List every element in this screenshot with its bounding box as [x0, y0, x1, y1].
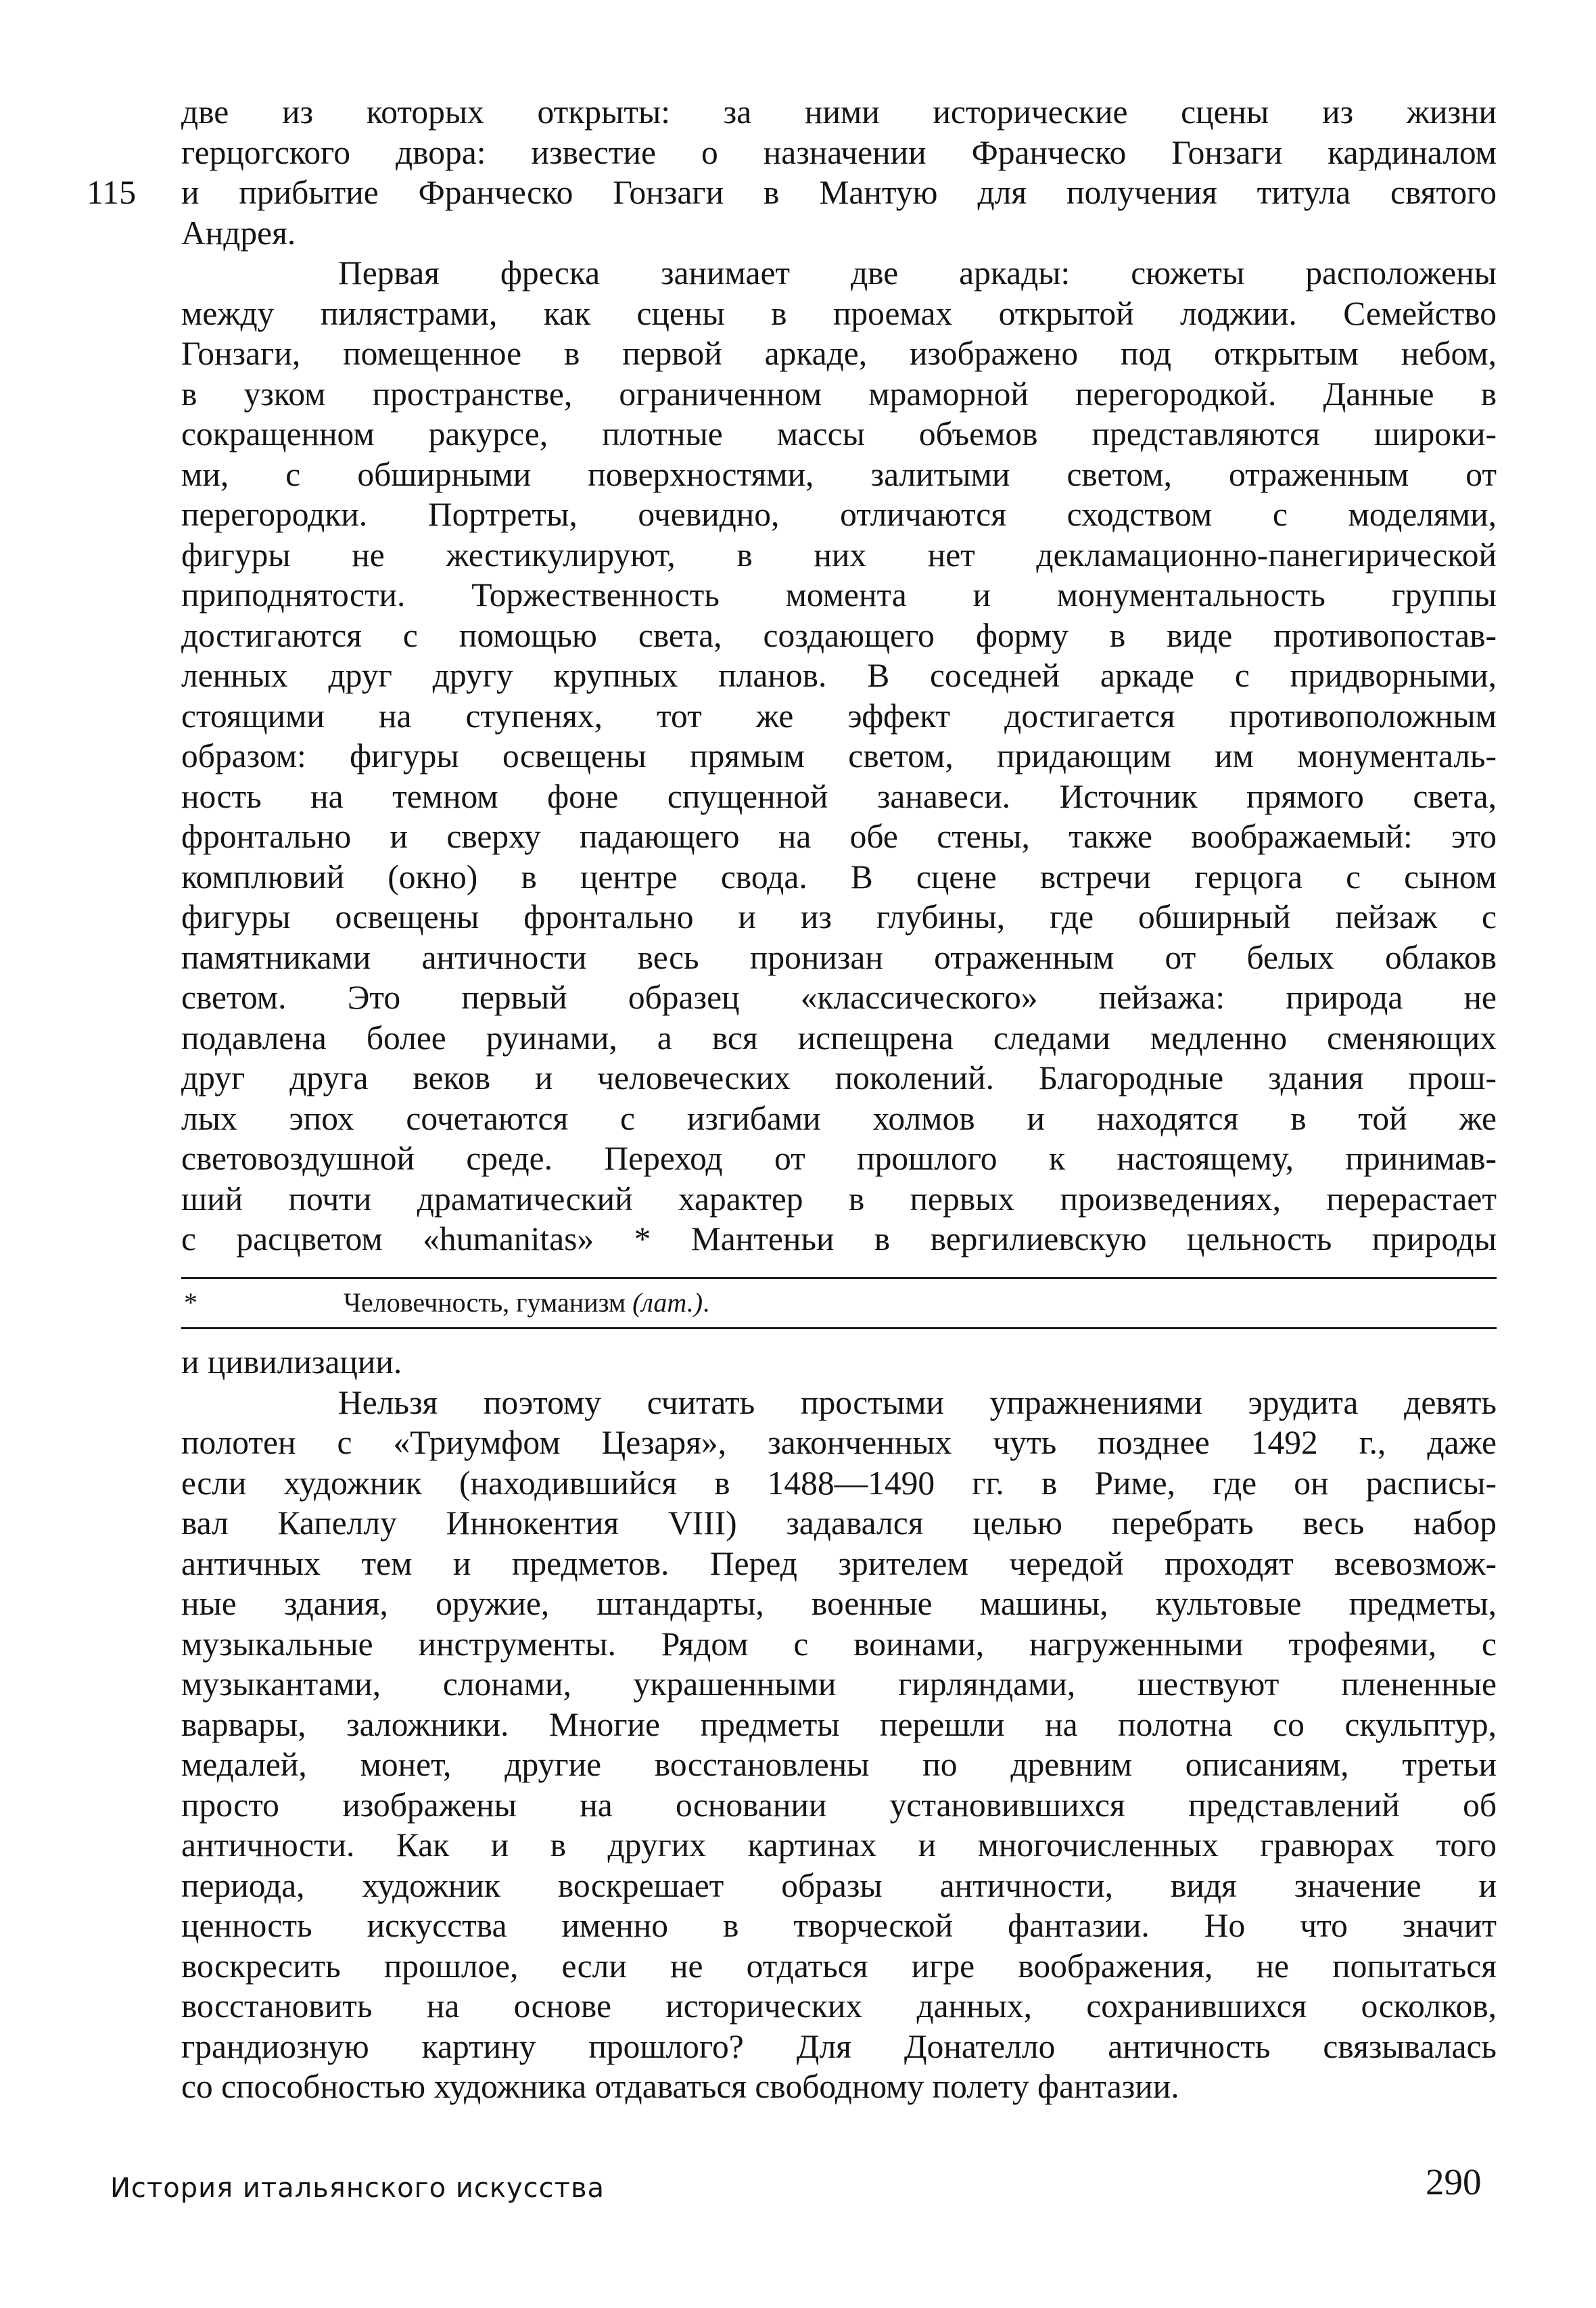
text-line: античных тем и предметов. Перед зрителем чередой проходят всевозмож-	[181, 1544, 1497, 1582]
text-line: перегородки. Портреты, очевидно, отличаются сходством с моделями,	[181, 496, 1497, 533]
text-line: ность на темном фоне спущенной занавеси. Источник прямого света,	[181, 777, 1497, 815]
text-line: лых эпох сочетаются с изгибами холмов и находятся в той же	[181, 1099, 1497, 1137]
text-line: и прибытие Франческо Гонзаги в Мантую для получения титула святого	[181, 174, 1497, 211]
footnote-rule-top	[181, 1277, 1497, 1279]
footnote-end: .	[703, 1287, 710, 1318]
text-line: ший почти драматический характер в первых произведениях, перерастает	[181, 1180, 1497, 1218]
main-text-bottom	[181, 1342, 1497, 2107]
text-line: две из которых открыты: за ними исторические сцены из жизни	[181, 93, 1497, 131]
text-line: Первая фреска занимает две аркады: сюжеты расположены	[338, 254, 1497, 292]
text-line: друг друга веков и человеческих поколений. Благородные здания прош-	[181, 1059, 1497, 1097]
text-line: полотен с «Триумфом Цезаря», законченных чуть позднее 1492 г., даже	[181, 1424, 1497, 1461]
footnote-rule-bottom	[181, 1327, 1497, 1329]
text-line: с расцветом «humanitas» * Мантеньи в вергилиевскую цельность природы	[181, 1220, 1497, 1257]
text-line: воскресить прошлое, если не отдаться игре воображения, не попытаться	[181, 1947, 1497, 1985]
text-line: Нельзя поэтому считать простыми упражнениями эрудита девять	[338, 1383, 1497, 1421]
text-line: световоздушной среде. Переход от прошлого к настоящему, принимав-	[181, 1140, 1497, 1177]
text-line: комплювий (окно) в центре свода. В сцене встречи герцога с сыном	[181, 858, 1497, 896]
footnote-lang: (лат.)	[632, 1287, 703, 1318]
text-line: ми, с обширными поверхностями, залитыми светом, отраженным от	[181, 455, 1497, 493]
text-line: Андрея.	[181, 214, 296, 252]
text-line: медалей, монет, другие восстановлены по древним описаниям, третьи	[181, 1746, 1497, 1783]
text-line: грандиозную картину прошлого? Для Донателло античность связывалась	[181, 2027, 1497, 2065]
text-line: ценность искусства именно в творческой фантазии. Но что значит	[181, 1907, 1497, 1944]
text-line: периода, художник воскрешает образы античности, видя значение и	[181, 1866, 1497, 1904]
text-line: варвары, заложники. Многие предметы перешли на полотна со скульптур,	[181, 1705, 1497, 1743]
text-line: восстановить на основе исторических данных, сохранившихся осколков,	[181, 1987, 1497, 2025]
text-line: между пилястрами, как сцены в проемах открытой лоджии. Семейство	[181, 294, 1497, 332]
text-line: образом: фигуры освещены прямым светом, придающим им монументаль-	[181, 737, 1497, 775]
text-line: подавлена более руинами, а вся испещрена следами медленно сменяющих	[181, 1019, 1497, 1057]
text-line: ные здания, оружие, штандарты, военные машины, культовые предметы,	[181, 1585, 1497, 1622]
footnote-text	[344, 1283, 709, 1323]
text-line: памятниками античности весь пронизан отраженным от белых облаков	[181, 938, 1497, 976]
text-line: светом. Это первый образец «классического» пейзажа: природа не	[181, 979, 1497, 1016]
text-line: античности. Как и в других картинах и многочисленных гравюрах того	[181, 1826, 1497, 1864]
footnote-body: Человечность, гуманизм	[344, 1287, 626, 1318]
text-line: со способностью художника отдаваться свободному полету фантазии.	[181, 2068, 1179, 2105]
text-line: музыкантами, слонами, украшенными гирляндами, шествуют плененные	[181, 1665, 1497, 1703]
text-line: фигуры освещены фронтально и из глубины, где обширный пейзаж с	[181, 898, 1497, 936]
text-line: и цивилизации.	[181, 1343, 402, 1381]
text-line: фигуры не жестикулируют, в них нет декламационно-панегирической	[181, 536, 1497, 574]
footnote	[181, 1283, 1497, 1323]
text-line: достигаются с помощью света, создающего форму в виде противопостав-	[181, 616, 1497, 654]
text-line: фронтально и сверху падающего на обе стены, также воображаемый: это	[181, 818, 1497, 855]
text-line: Гонзаги, помещенное в первой аркаде, изображено под открытым небом,	[181, 335, 1497, 372]
text-line: стоящими на ступенях, тот же эффект достигается противоположным	[181, 697, 1497, 735]
text-line: если художник (находившийся в 1488—1490 гг. в Риме, где он расписы-	[181, 1464, 1497, 1502]
running-title: История итальянского искусства	[110, 2173, 605, 2204]
text-line: приподнятости. Торжественность момента и монументальность группы	[181, 576, 1497, 614]
page-number: 290	[1426, 2161, 1482, 2202]
text-line: сокращенном ракурсе, плотные массы объемов представляются широки-	[181, 415, 1497, 453]
text-line: в узком пространстве, ограниченном мраморной перегородкой. Данные в	[181, 375, 1497, 413]
text-line: герцогского двора: известие о назначении Франческо Гонзаги кардиналом	[181, 133, 1497, 171]
footnote-mark: *	[184, 1287, 197, 1318]
text-line: ленных друг другу крупных планов. В соседней аркаде с придворными,	[181, 657, 1497, 694]
margin-line-number: 115	[87, 173, 137, 211]
text-line: просто изображены на основании установившихся представлений об	[181, 1786, 1497, 1824]
text-line: музыкальные инструменты. Рядом с воинами, нагруженными трофеями, с	[181, 1625, 1497, 1663]
text-line: вал Капеллу Иннокентия VIII) задавался целью перебрать весь набор	[181, 1504, 1497, 1542]
main-text-top	[181, 92, 1497, 1260]
